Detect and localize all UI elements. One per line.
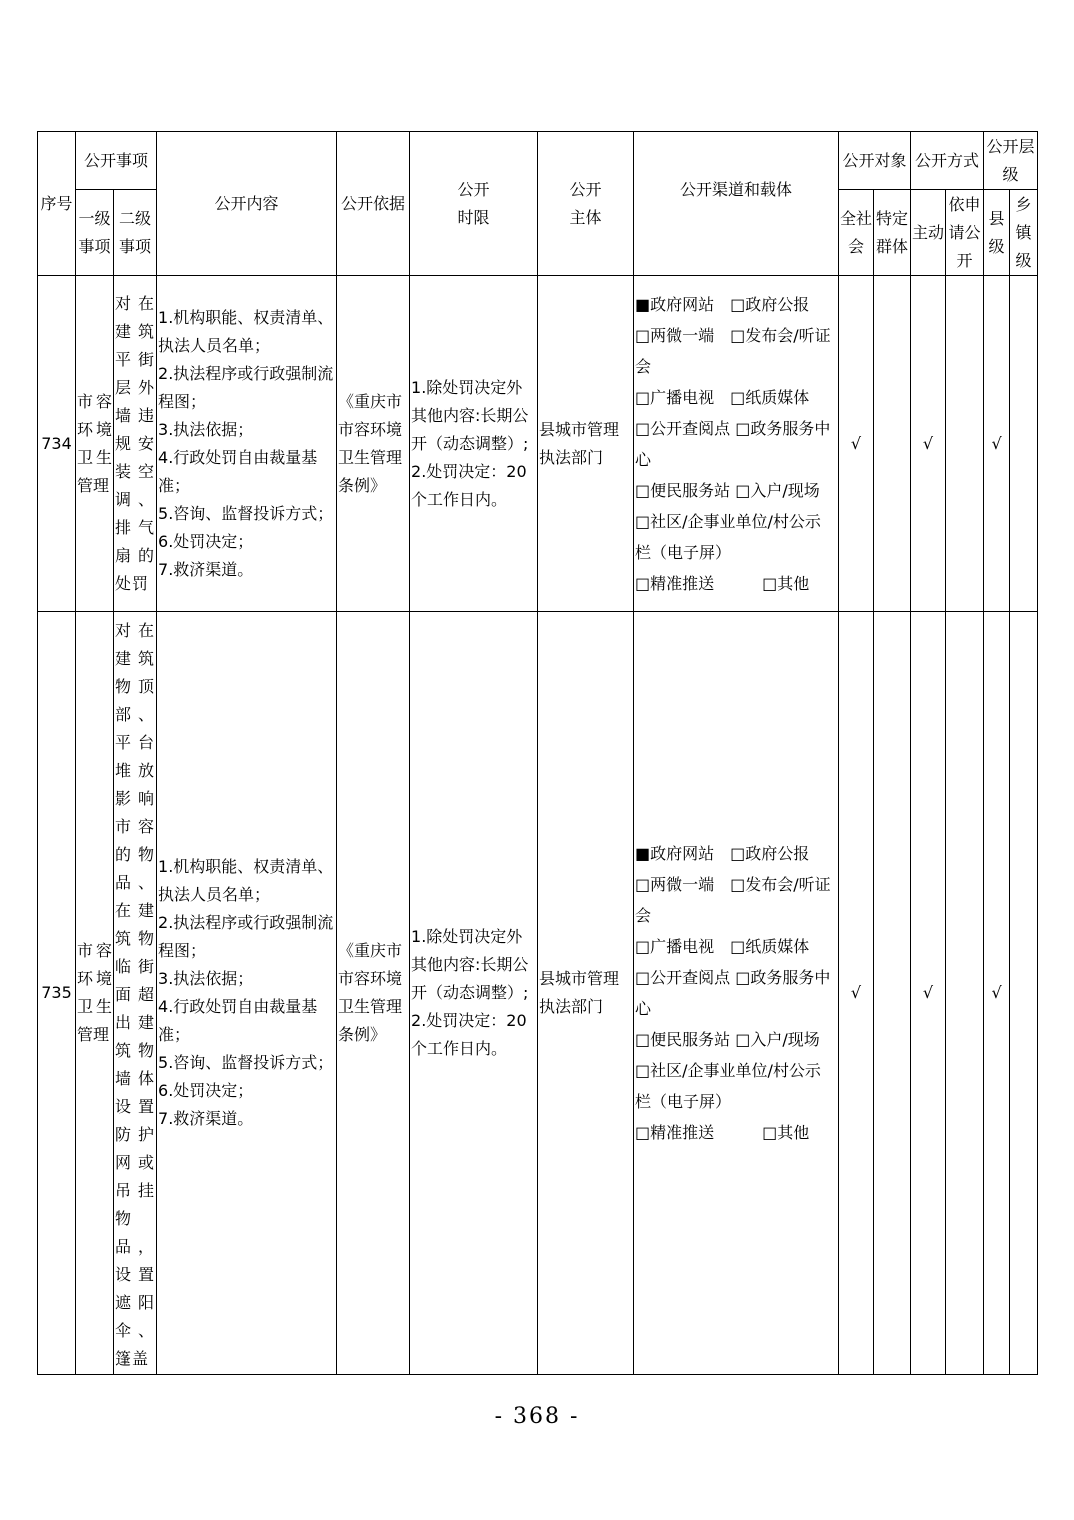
header-channel: 公开渠道和载体: [634, 132, 839, 276]
channel-line: 心: [635, 999, 652, 1018]
content-line: 7.救济渠道。: [158, 559, 254, 579]
header-subject: 公开 主体: [538, 132, 634, 276]
channel-line: □精准推送 □其他: [635, 1123, 810, 1142]
header-time-limit: 公开 时限: [410, 132, 538, 276]
channel-line: □便民服务站 □入户/现场: [635, 1030, 820, 1049]
row-level1: 市容环境卫生管理: [76, 276, 114, 612]
channel-line: □公开查阅点 □政务服务中: [635, 418, 831, 438]
check-method-apply: [946, 612, 984, 1375]
content-line: 6.处罚决定；: [158, 1081, 254, 1100]
header-method-apply: 依申请公开: [946, 190, 984, 276]
header-seq: 序号: [38, 132, 76, 276]
row-time-limit: 1.除处罚决定外其他内容:长期公开（动态调整）;2.处罚决定：20个工作日内。: [410, 612, 538, 1375]
check-object-specific: [874, 612, 911, 1375]
table-row: [38, 612, 1038, 1375]
header-level2: 二级事项: [114, 190, 157, 276]
row-seq: 734: [38, 276, 76, 612]
channel-line: 栏（电子屏）: [635, 1092, 732, 1111]
channel-line: □广播电视 □纸质媒体: [635, 387, 810, 407]
check-level-county: √: [984, 612, 1010, 1375]
header-level-group: 公开层级: [984, 132, 1038, 190]
channel-line: □两微一端 □发布会/听证: [635, 875, 831, 894]
content-line: 7.救济渠道。: [158, 1109, 254, 1128]
content-line: 2.执法程序或行政强制流程图；: [158, 363, 334, 411]
content-line: 1.机构职能、权责清单、执法人员名单；: [158, 307, 334, 355]
channel-line: □精准推送 □其他: [635, 573, 810, 593]
channel-line: 会: [635, 906, 652, 925]
content-line: 3.执法依据；: [158, 969, 254, 988]
page-number: - 368 -: [494, 1404, 580, 1429]
check-level-town: [1010, 612, 1038, 1375]
content-line: 5.咨询、监督投诉方式；: [158, 1053, 334, 1072]
header-item-group: 公开事项: [76, 132, 157, 190]
channel-line: 栏（电子屏）: [635, 542, 732, 562]
check-level-county: √: [984, 276, 1010, 612]
channel-line: □广播电视 □纸质媒体: [635, 937, 810, 956]
row-subject: 县城市管理执法部门: [538, 276, 634, 612]
header-method-group: 公开方式: [911, 132, 984, 190]
check-method-active: √: [911, 612, 946, 1375]
row-subject: 县城市管理执法部门: [538, 612, 634, 1375]
header-object-group: 公开对象: [839, 132, 911, 190]
header-level1: 一级事项: [76, 190, 114, 276]
content-line: 4.行政处罚自由裁量基准；: [158, 447, 318, 495]
check-method-active: √: [911, 276, 946, 612]
header-object-specific: 特定群体: [874, 190, 911, 276]
header-basis: 公开依据: [337, 132, 410, 276]
row-level2: 对在建筑平街层外墙违规安装空调、排气扇的处罚: [114, 276, 157, 612]
header-level-town: 乡镇级: [1010, 190, 1038, 276]
row-content: [157, 612, 337, 1375]
content-line: 4.行政处罚自由裁量基准；: [158, 997, 318, 1044]
channel-line: 心: [635, 449, 652, 469]
check-object-specific: [874, 276, 911, 612]
content-line: 5.咨询、监督投诉方式；: [158, 503, 334, 523]
content-line: 3.执法依据；: [158, 419, 254, 439]
row-content: [157, 276, 337, 612]
header-object-all: 全社会: [839, 190, 874, 276]
header-level-county: 县级: [984, 190, 1010, 276]
header-method-active: 主动: [911, 190, 946, 276]
header-content: 公开内容: [157, 132, 337, 276]
check-object-all: √: [839, 276, 874, 612]
content-line: 1.机构职能、权责清单、执法人员名单；: [158, 857, 334, 904]
channel-line: □两微一端 □发布会/听证: [635, 325, 831, 345]
row-level2: [114, 612, 157, 1375]
check-level-town: [1010, 276, 1038, 612]
channel-line: □便民服务站 □入户/现场: [635, 480, 820, 500]
row-seq: 735: [38, 612, 76, 1375]
check-object-all: √: [839, 612, 874, 1375]
row-channels: [634, 612, 839, 1375]
content-line: 6.处罚决定；: [158, 531, 254, 551]
row-basis: 《重庆市市容环境卫生管理条例》: [337, 276, 410, 612]
row-level2-text: 对在建筑物顶部、平台堆放影响市容的物品、在建筑物临街面超出建筑物墙体设置防护网或吊挂物品，设置遮阳伞、篷盖: [115, 621, 156, 1368]
row-time-limit: 1.除处罚决定外其他内容:长期公开（动态调整）;2.处罚决定：20个工作日内。: [410, 276, 538, 612]
check-method-apply: [946, 276, 984, 612]
disclosure-table: [37, 131, 1038, 1375]
table-row: [38, 276, 1038, 612]
row-level1: 市容环境卫生管理: [76, 612, 114, 1375]
channel-line: □社区/企事业单位/村公示: [635, 511, 821, 531]
channel-line: □社区/企事业单位/村公示: [635, 1061, 821, 1080]
channel-line: ■政府网站 □政府公报: [635, 844, 810, 863]
row-channels: [634, 276, 839, 612]
row-basis: 《重庆市市容环境卫生管理条例》: [337, 612, 410, 1375]
channel-line: ■政府网站 □政府公报: [635, 294, 810, 314]
channel-line: 会: [635, 356, 652, 376]
content-line: 2.执法程序或行政强制流程图；: [158, 913, 334, 960]
channel-line: □公开查阅点 □政务服务中: [635, 968, 831, 987]
